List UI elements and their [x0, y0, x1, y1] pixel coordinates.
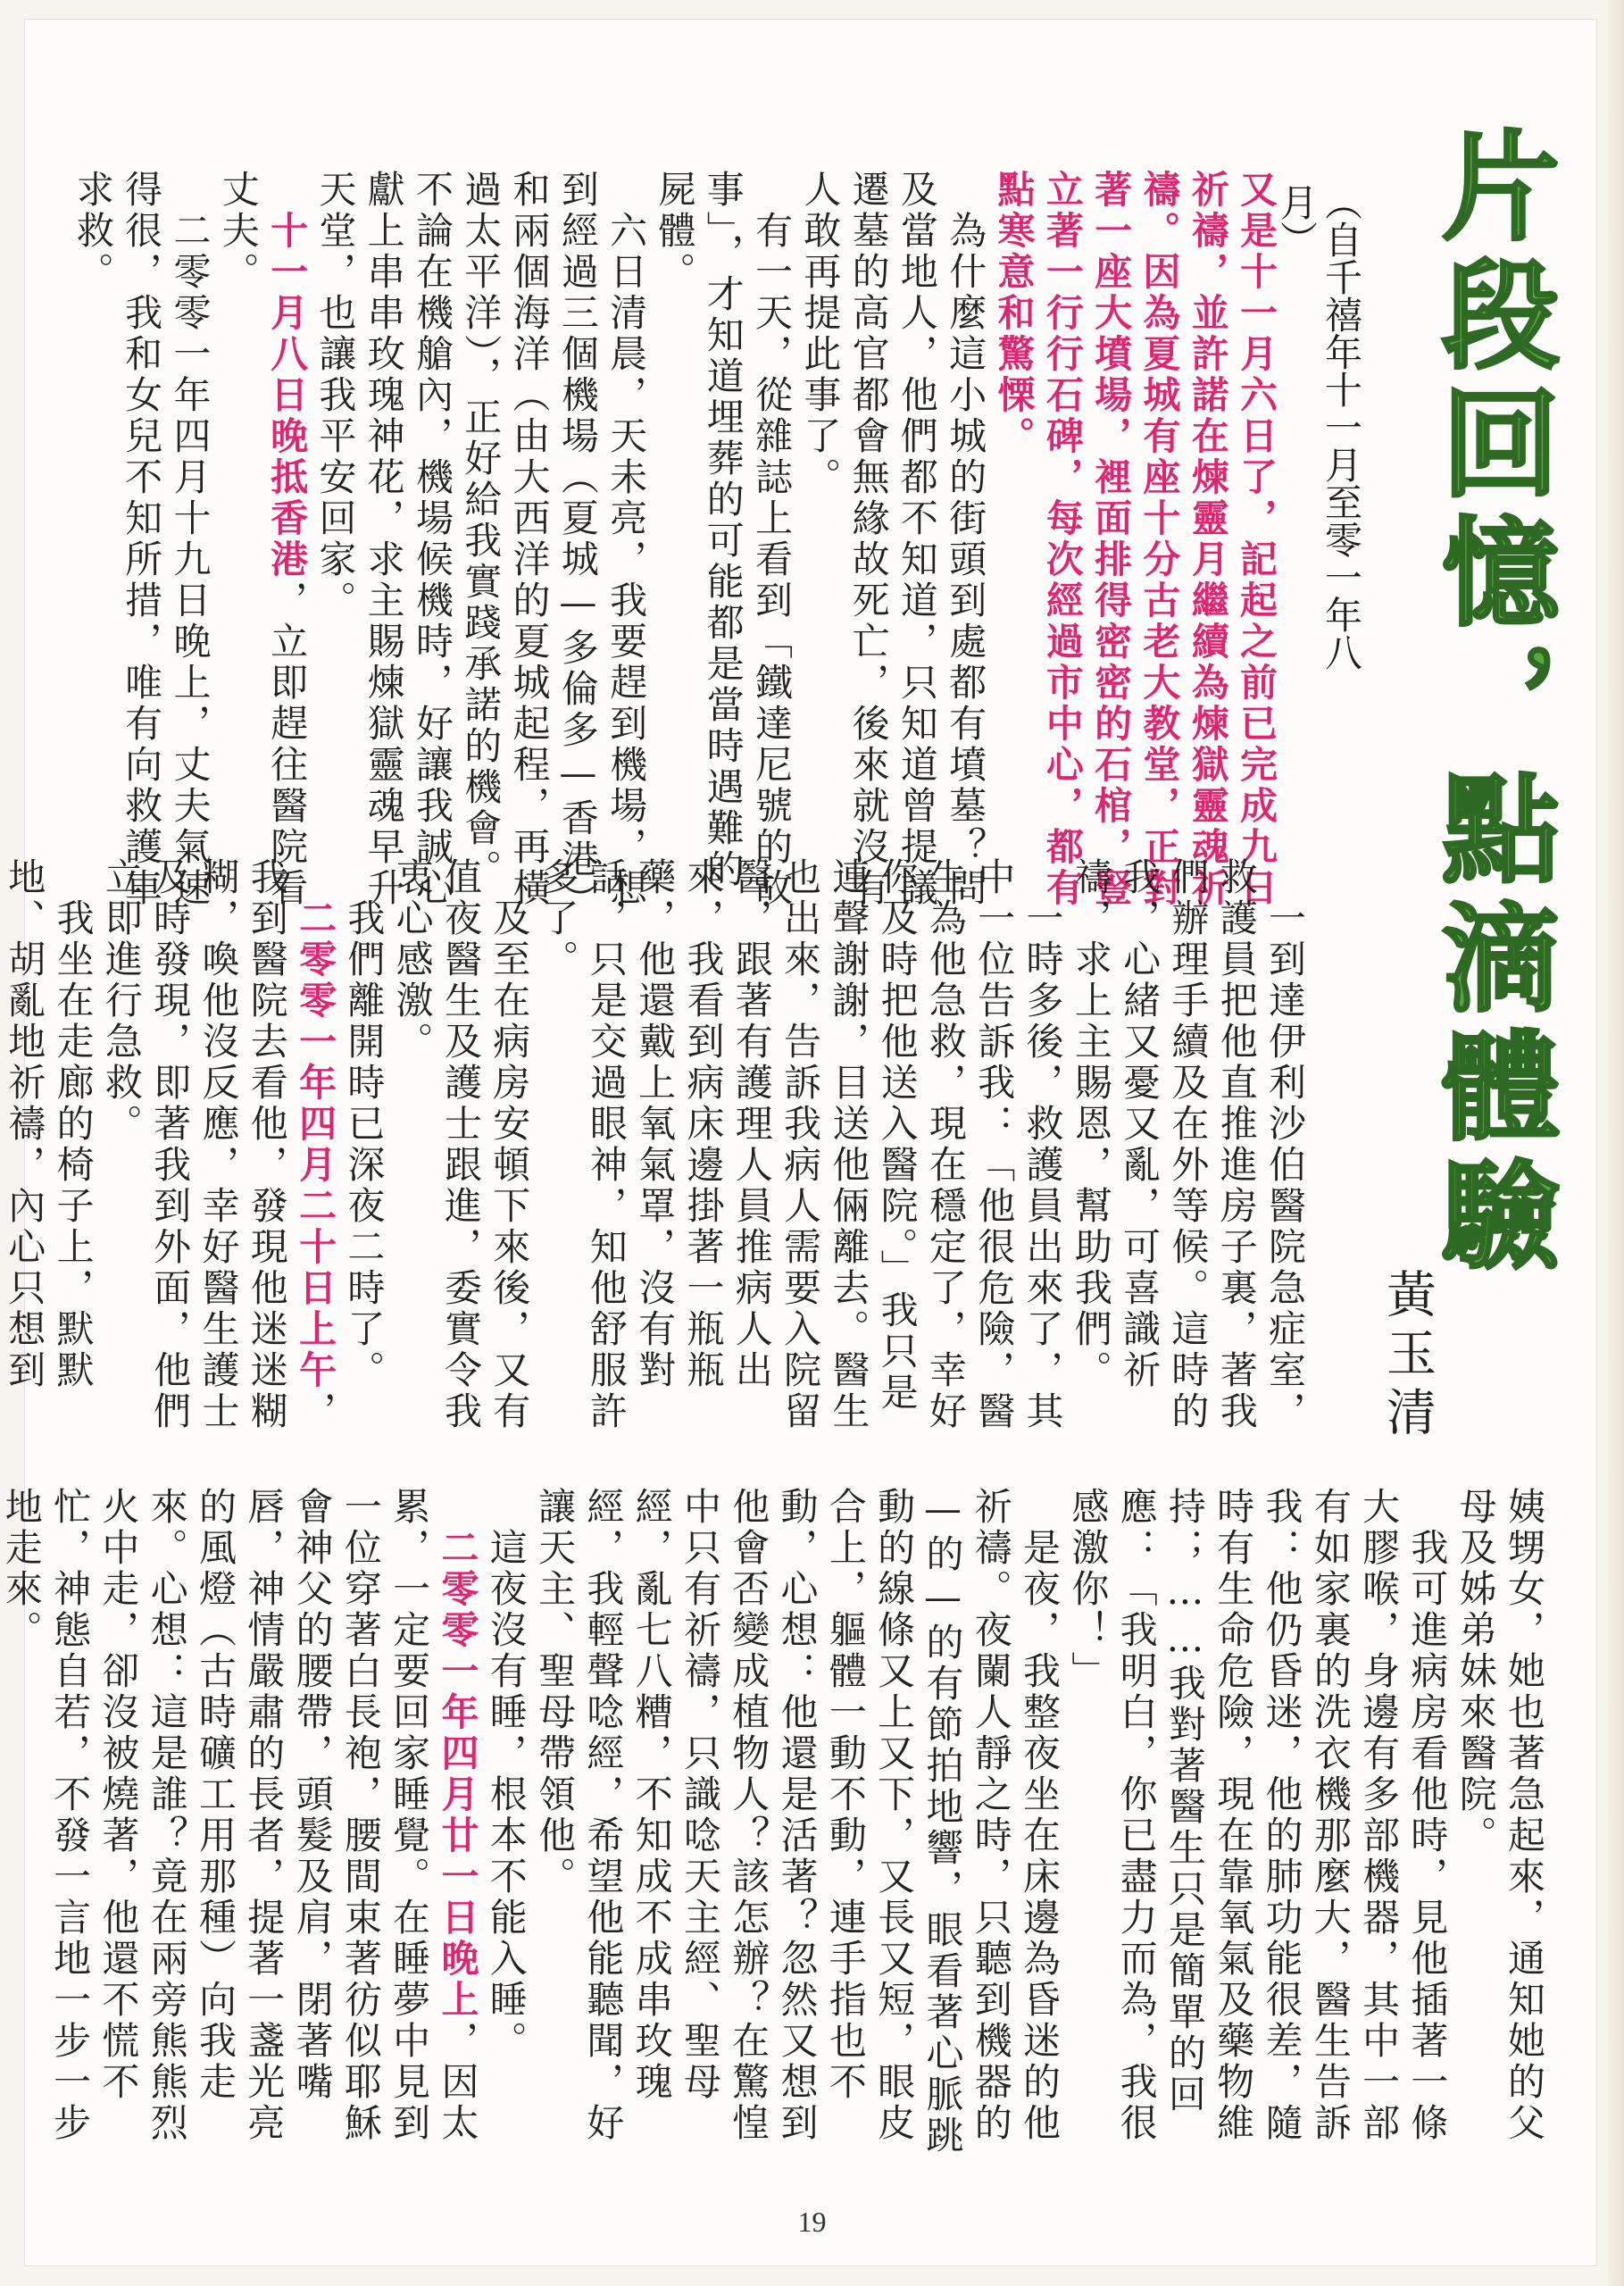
paragraph: ，立即趕往醫院看丈夫。: [216, 170, 310, 909]
paragraph: 姨甥女，她也著急起來，通知她的父母及姊弟妹來醫院。: [1453, 1487, 1546, 2144]
article-subtitle: （自千禧年十一月至零一年八月）: [1275, 183, 1363, 671]
date-highlight: 十一月八日晚抵香港: [265, 170, 310, 580]
paragraph: 一到達伊利沙伯醫院急症室，救護員把他直推進房子裏，著我們辦理手續及在外等候。這時的我，心緒又憂又亂，可喜識祈禱，求上主賜恩，幫助我們。: [1069, 857, 1307, 1432]
text-block-middle: [3, 857, 1309, 1438]
text-block-top: [71, 170, 1280, 911]
paragraph: ，因太累，一定要回家睡覺。在睡夢中見到一位穿著白長袍，腰間束著彷似耶穌會神父的腰帶，頭髮及肩，閉著嘴唇，神情嚴肅的長者，提著一盞光亮的風燈（古時礦工用那種）向我走來。心想：這是誰？竟在兩旁熊熊烈火中走，卻沒被燒著，他還不慌不忙，神態自若，不發一言地一步一步地走來。: [0, 1487, 480, 2144]
paragraph: 一時多後，救護員出來了，其中一位告訴我：「他很危險，醫生為他急救，現在穩定了，幸好你及時把他送入醫院。」我只是連聲謝謝，目送他倆離去。醫生也出來，告訴我病人需要入院留醫，跟著有護理人員推病人出來，我看到病床邊掛著一瓶瓶藥，他還戴上氧氣罩，沒有對話，只是交過眼神，知他舒服許多了。: [536, 857, 1065, 1432]
paragraph: 我坐在走廊的椅子上，默默地、胡亂地祈禱，內心只想到: [3, 857, 96, 1391]
date-highlight: 二零零一年四月廿一日晚上: [436, 1487, 480, 2021]
paragraph: 我們離開時已深夜二時了。: [342, 857, 387, 1391]
paragraph: 我可進病房看他時，見他插著一條大膠喉，身邊有多部機器，其中一部有如家裏的洗衣機那麼大，醫生告訴我：他仍昏迷，他的肺功能很差，隨時有生命危險，現在靠氧氣及藥物維持；……我對著醫生只是簡單的回應：「我明白，你已盡力而為，我很感激你！」: [1066, 1487, 1450, 2144]
paragraph: 是夜，我整夜坐在床邊為昏迷的他祈禱。夜闌人靜之時，只聽到機器的—的—的有節拍地響，眼看著心脈跳動的線條又上又下，又長又短，眼皮合上，軀體一動不動，連手指也不動，心想：他還是活著？忽然又想到他會否變成植物人？該怎辦？在驚惶中只有祈禱，只識唸天主經、聖母經，亂七八糟，不知成不成串玫瑰經，我輕聲唸經，希望他能聽聞，好讓天主、聖母帶領他。: [533, 1487, 1062, 2157]
paragraph: 為什麼這小城的街頭到處都有墳墓？問及當地人，他們都不知道，只知道曾提議遷墓的高官都會無緣故死亡，後來就沒有人敢再提此事了。: [798, 170, 988, 909]
article-title: 片段回憶，點滴體驗: [1421, 125, 1560, 1282]
page-number: 19: [797, 2206, 827, 2238]
paragraph: ，我到醫院去看他，發現他迷迷糊糊，喚他沒反應，幸好醫生護士及時發現，即著我到外面，他們立即進行急救。: [99, 857, 338, 1432]
paragraph: 及至在病房安頓下來後，又有值夜醫生及護士跟進，委實令我衷心感激。: [390, 857, 532, 1432]
paragraph: 二零零一年四月十九日晚上，丈夫氣速得很，我和女兒不知所措，唯有向救護車求救。: [71, 170, 212, 909]
text-block-bottom: [0, 1487, 1548, 2165]
paragraph: 這夜沒有睡，根本不能入睡。: [484, 1487, 529, 2062]
author-name: 黃玉清: [1378, 1268, 1437, 1445]
intro-highlight: 又是十一月六日了，記起之前已完成九日祈禱，並許諾在煉靈月繼續為煉獄靈魂祈禱。因為夏城有座十分古老大教堂，正對著一座大墳場，裡面排得密密的石棺，豎立著一行行石碑，每次經過市中心，都有點寒意和驚慄。: [992, 170, 1278, 909]
paragraph: 有一天，從雜誌上看到「鐵達尼號的故事」，才知道埋葬的可能都是當時遇難的屍體。: [653, 170, 795, 909]
page-edge: [1608, 0, 1624, 2286]
date-highlight: 二零零一年四月二十日上午: [294, 857, 338, 1391]
paragraph: 六日清晨，天未亮，我要趕到機場，想到經過三個機場（夏城—多倫多—香港）和兩個海洋（由大西洋的夏城起程，再橫過太平洋），正好給我實踐承諾的機會。不論在機艙內，機場候機時，好讓我誠心獻上串串玫瑰神花，求主賜煉獄靈魂早升天堂，也讓我平安回家。: [313, 170, 649, 909]
